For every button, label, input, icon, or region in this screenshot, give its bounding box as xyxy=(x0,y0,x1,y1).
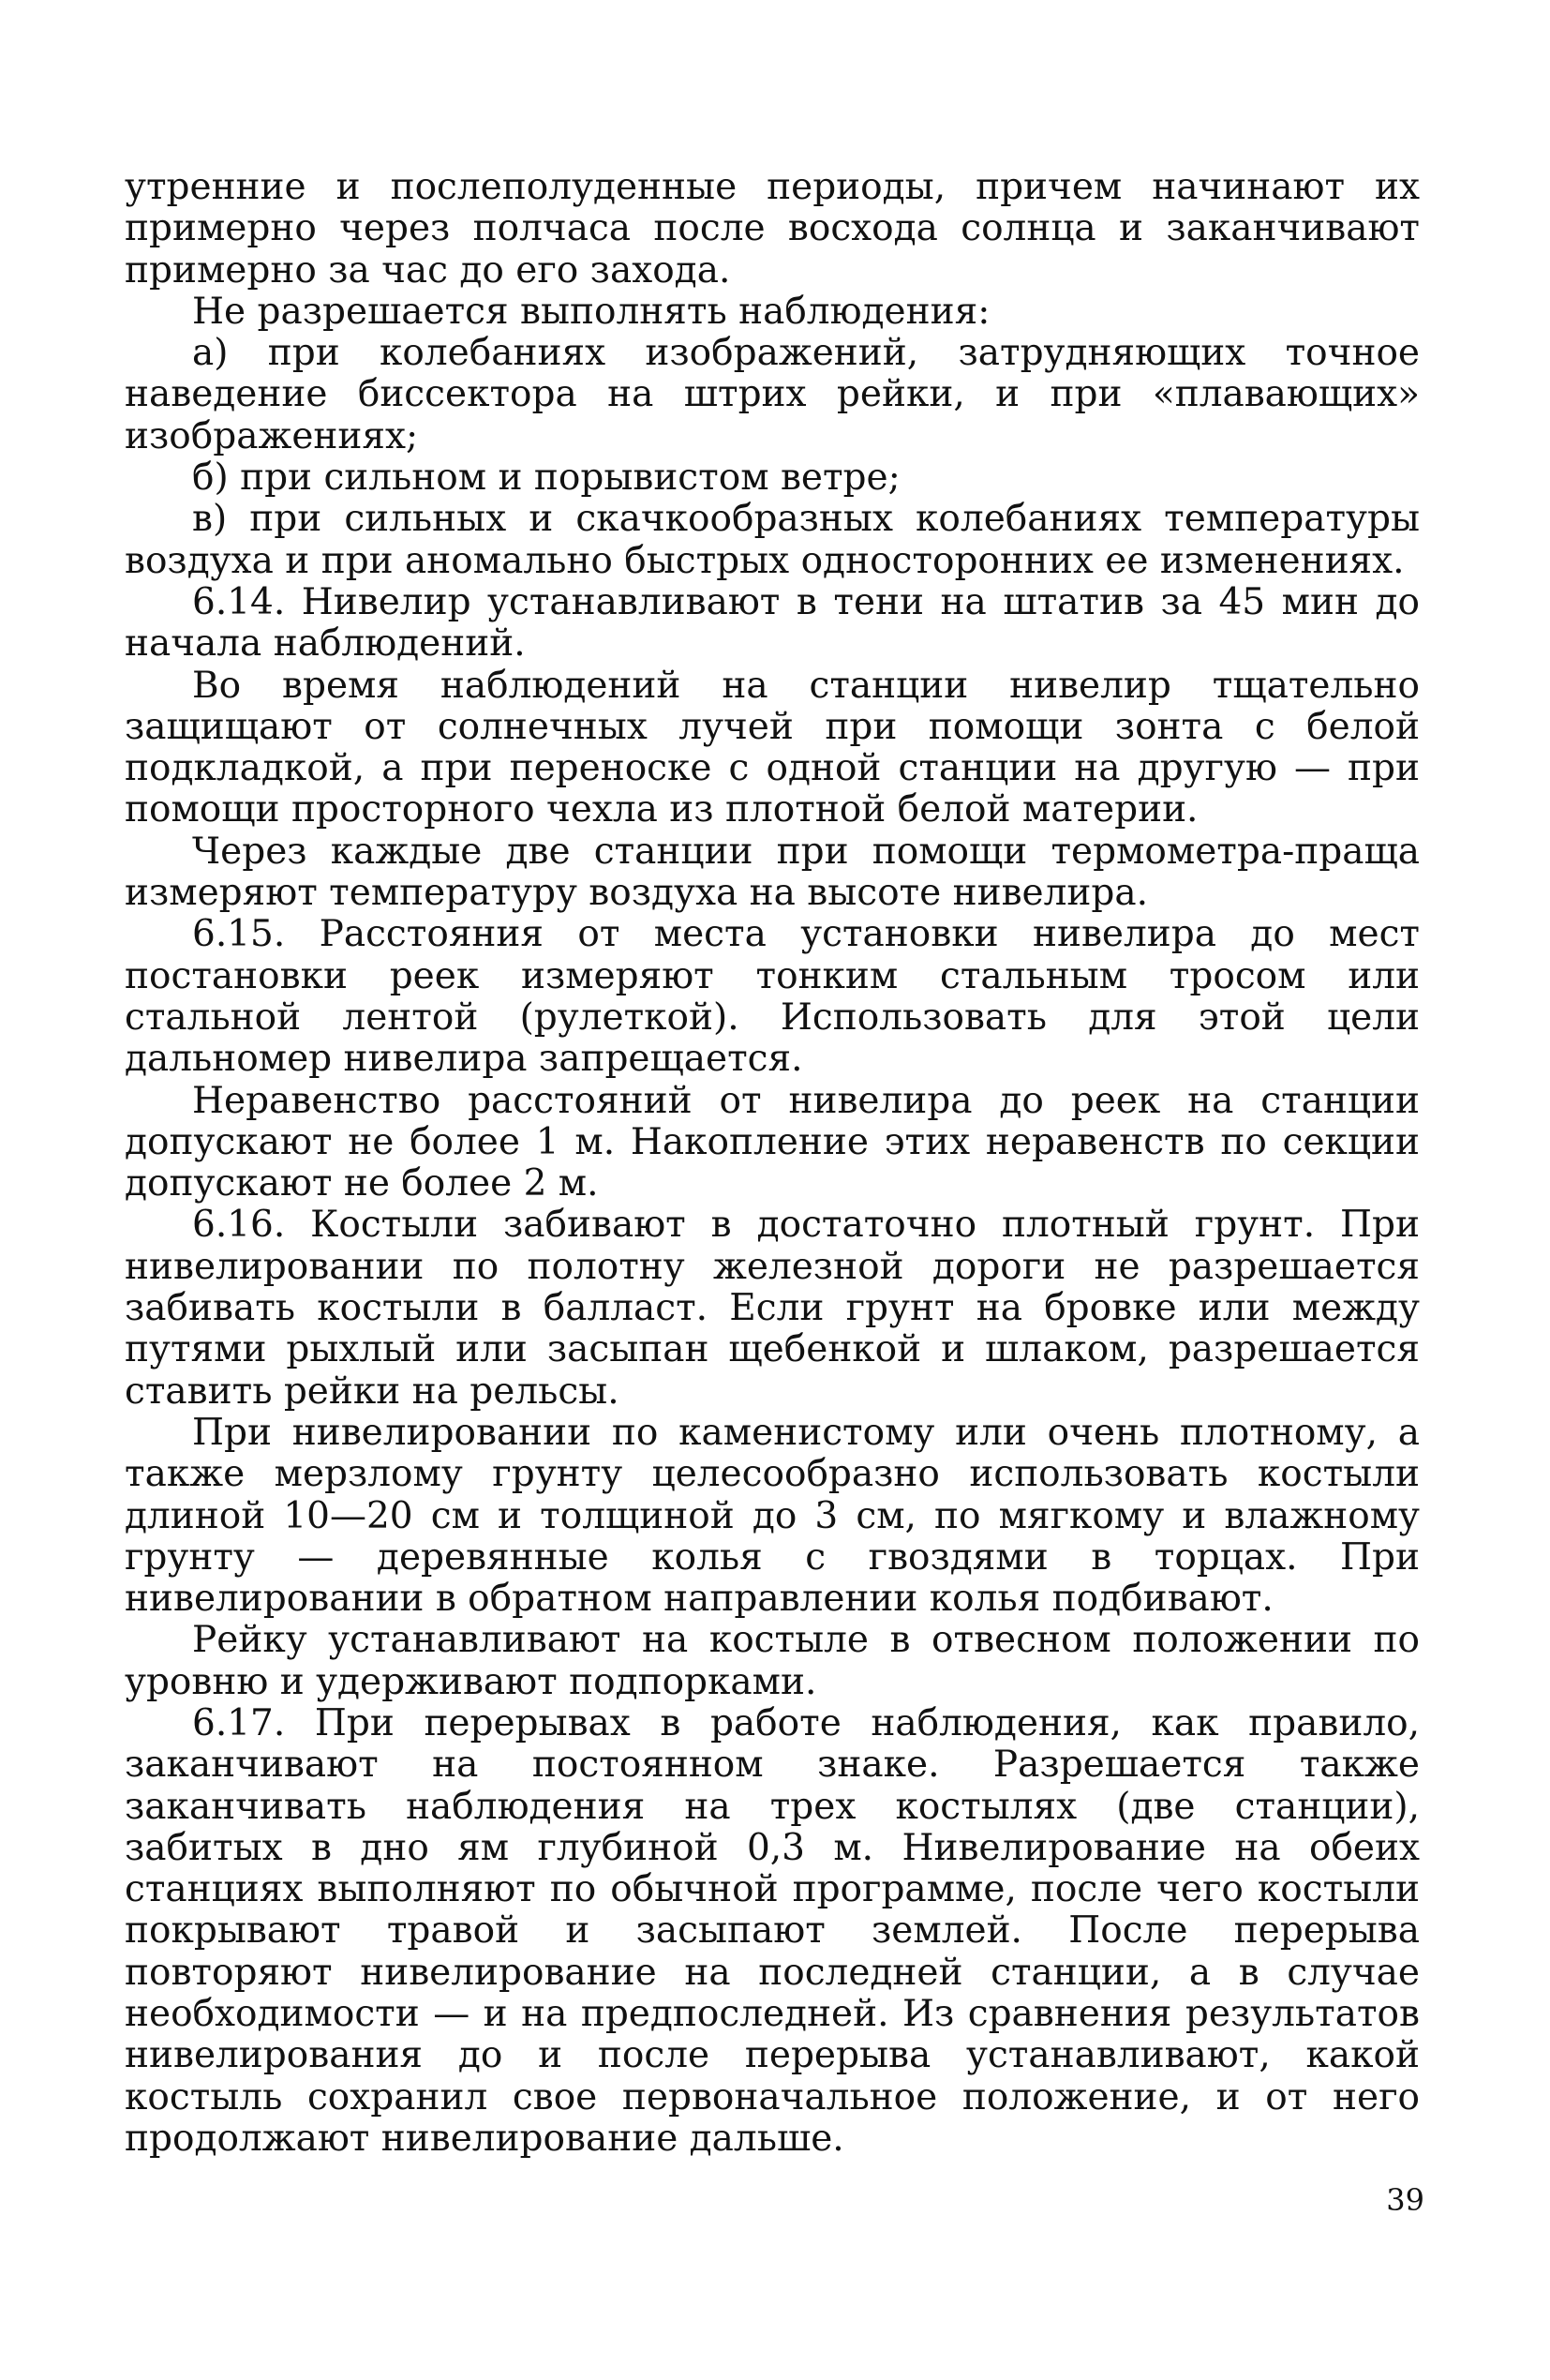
paragraph-temperature-measurement: Через каждые две станции при помощи термометра-праща измеряют температуру воздуха на высоте нивелира. xyxy=(125,830,1420,915)
paragraph-observation-restrictions: Не разрешается выполнять наблюдения: xyxy=(192,290,991,333)
paragraph-section-6-15: 6.15. Расстояния от места установки нивелира до мест постановки реек измеряют тонким стальным тросом или стальной лентой (рулеткой). Использовать для этой цели дальномер нивелира запрещается. xyxy=(125,913,1420,1081)
paragraph-continuation: утренние и послеполуденные периоды, причем начинают их примерно через полчаса после восхода солнца и заканчивают примерно за час до его захода. xyxy=(125,166,1420,292)
paragraph-item-b: б) при сильном и порывистом ветре; xyxy=(192,457,901,500)
page-number: 39 xyxy=(1386,2182,1424,2218)
paragraph-section-6-17: 6.17. При перерывах в работе наблюдения, как правило, заканчивают на постоянном знаке. Разрешается также заканчивать наблюдения на трех костылях (две станции), забитых в дно ям глубиной 0,3 м. Нивелирование на обеих станциях выполняют по обычной программе, после чего костыли покрывают травой и засыпают землей. После перерыва повторяют нивелирование на последней станции, а в случае необходимости — и на предпоследней. Из сравнения результатов нивелирования до и после перерыва устанавливают, какой костыль сохранил свое первоначальное положение, и от него продолжают нивелирование дальше. xyxy=(125,1701,1420,2160)
paragraph-stony-ground: При нивелировании по каменистому или очень плотному, а также мерзлому грунту целесообразно использовать костыли длиной 10—20 см и толщиной до 3 см, по мягкому и влажному грунту — деревянные колья с гвоздями в торцах. При нивелировании в обратном направлении колья подбивают. xyxy=(125,1411,1420,1621)
paragraph-distance-inequality: Неравенство расстояний от нивелира до реек на станции допускают не более 1 м. Накопление этих неравенств по секции допускают не более 2 м. xyxy=(125,1079,1420,1205)
paragraph-staff-installation: Рейку устанавливают на костыле в отвесном положении по уровню и удерживают подпорками. xyxy=(125,1619,1420,1703)
paragraph-item-a: а) при колебаниях изображений, затрудняющих точное наведение биссектора на штрих рейки, и при «плавающих» изображениях; xyxy=(125,332,1420,457)
body-text xyxy=(125,167,1420,2160)
paragraph-item-v: в) при сильных и скачкообразных колебаниях температуры воздуха и при аномально быстрых односторонних ее изменениях. xyxy=(125,498,1420,582)
paragraph-section-6-16: 6.16. Костыли забивают в достаточно плотный грунт. При нивелировании по полотну железной дороги не разрешается забивать костыли в балласт. Если грунт на бровке или между путями рыхлый или засыпан щебенкой и шлаком, разрешается ставить рейки на рельсы. xyxy=(125,1204,1420,1413)
paragraph-sun-protection: Во время наблюдений на станции нивелир тщательно защищают от солнечных лучей при помощи зонта с белой подкладкой, а при переноске с одной станции на другую — при помощи просторного чехла из плотной белой материи. xyxy=(125,664,1420,831)
paragraph-section-6-14: 6.14. Нивелир устанавливают в тени на штатив за 45 мин до начала наблюдений. xyxy=(125,580,1420,666)
